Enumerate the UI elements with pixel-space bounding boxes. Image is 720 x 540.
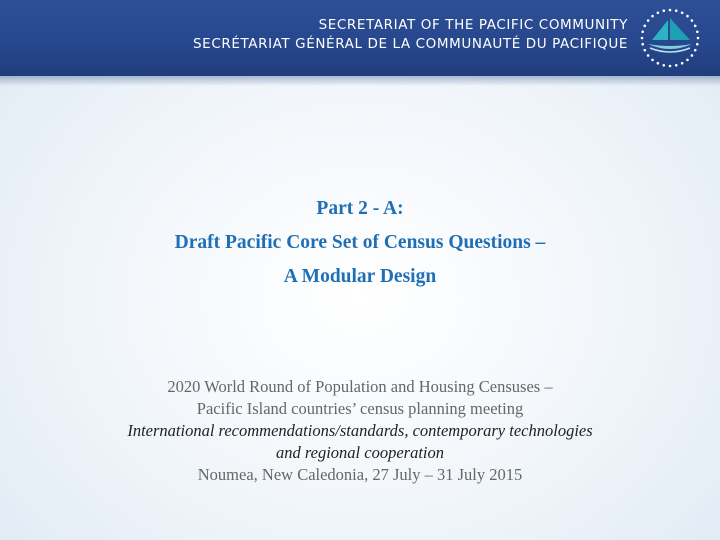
subtitle-line-3: International recommendations/standards, contemporary technologies (127, 421, 593, 440)
title-line-2: Draft Pacific Core Set of Census Questions – (174, 232, 546, 253)
subtitle-line-2: Pacific Island countries’ census planning meeting (196, 399, 524, 418)
title-line-1: Part 2 - A: (316, 198, 404, 219)
header-banner (0, 0, 720, 76)
title-line-3: A Modular Design (283, 266, 437, 287)
org-name-english: SECRETARIAT OF THE PACIFIC COMMUNITY (318, 17, 628, 33)
org-name-french: SECRÉTARIAT GÉNÉRAL DE LA COMMUNAUTÉ DU PACIFIQUE (193, 36, 628, 52)
subtitle-line-5: Noumea, New Caledonia, 27 July – 31 July 2015 (197, 465, 523, 484)
spc-logo-icon (638, 6, 702, 70)
slide-title (60, 192, 660, 294)
header-shadow (0, 76, 720, 86)
subtitle-line-4: and regional cooperation (275, 443, 445, 462)
subtitle-line-1: 2020 World Round of Population and Housing Censuses – (167, 377, 553, 396)
slide-subtitle (40, 376, 680, 486)
